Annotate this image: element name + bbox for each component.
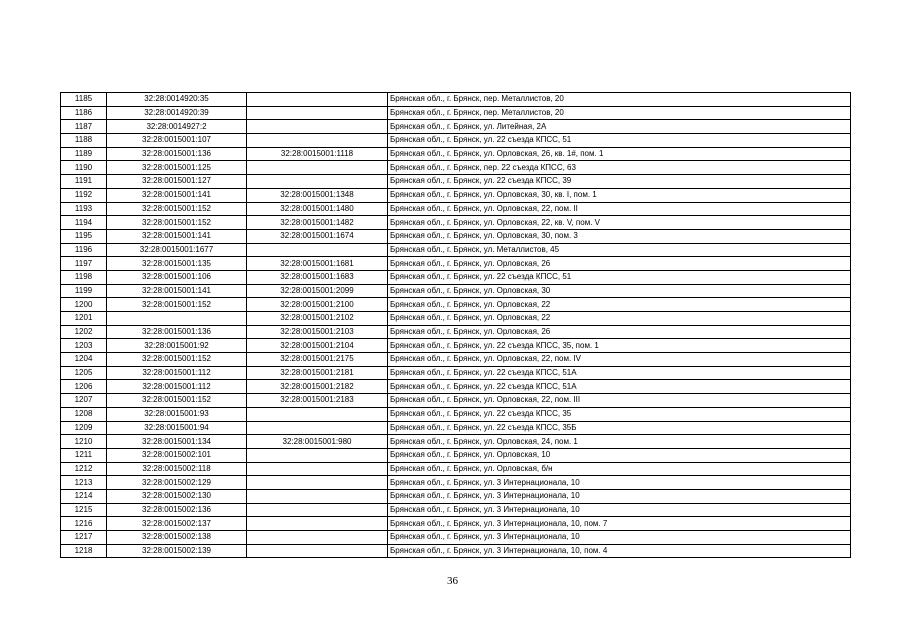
cadastral-number-cell: 32:28:0014920:35 (107, 93, 247, 107)
object-cadastral-number-cell (247, 544, 388, 558)
address-cell: Брянская обл., г. Брянск, ул. Орловская, 22, кв. V, пом. V (388, 216, 851, 230)
cadastral-number-cell: 32:28:0015001:136 (107, 325, 247, 339)
table-row (61, 216, 851, 230)
address-cell: Брянская обл., г. Брянск, ул. Орловская, 26 (388, 325, 851, 339)
cadastral-number-cell: 32:28:0015001:106 (107, 270, 247, 284)
row-number-cell: 1215 (61, 503, 107, 517)
address-cell: Брянская обл., г. Брянск, пер. Металлистов, 20 (388, 93, 851, 107)
row-number-cell: 1204 (61, 353, 107, 367)
table-row (61, 93, 851, 107)
row-number-cell: 1211 (61, 448, 107, 462)
table-row (61, 284, 851, 298)
table-row (61, 421, 851, 435)
row-number-cell: 1199 (61, 284, 107, 298)
object-cadastral-number-cell (247, 120, 388, 134)
row-number-cell: 1202 (61, 325, 107, 339)
row-number-cell: 1194 (61, 216, 107, 230)
table-body (61, 93, 851, 558)
row-number-cell: 1196 (61, 243, 107, 257)
address-cell: Брянская обл., г. Брянск, ул. Орловская, 22, пом. II (388, 202, 851, 216)
cadastral-number-cell: 32:28:0015002:136 (107, 503, 247, 517)
object-cadastral-number-cell: 32:28:0015001:1683 (247, 270, 388, 284)
cadastral-number-cell: 32:28:0015001:141 (107, 284, 247, 298)
row-number-cell: 1210 (61, 435, 107, 449)
object-cadastral-number-cell (247, 407, 388, 421)
row-number-cell: 1190 (61, 161, 107, 175)
row-number-cell: 1198 (61, 270, 107, 284)
object-cadastral-number-cell (247, 161, 388, 175)
row-number-cell: 1218 (61, 544, 107, 558)
table-row (61, 407, 851, 421)
address-cell: Брянская обл., г. Брянск, ул. 22 съезда КПСС, 35 (388, 407, 851, 421)
address-cell: Брянская обл., г. Брянск, ул. Литейная, 2А (388, 120, 851, 134)
row-number-cell: 1193 (61, 202, 107, 216)
object-cadastral-number-cell: 32:28:0015001:2104 (247, 339, 388, 353)
cadastral-number-cell: 32:28:0015002:130 (107, 489, 247, 503)
row-number-cell: 1213 (61, 476, 107, 490)
cadastral-number-cell: 32:28:0015001:152 (107, 216, 247, 230)
cadastral-number-cell: 32:28:0015002:129 (107, 476, 247, 490)
row-number-cell: 1201 (61, 312, 107, 326)
object-cadastral-number-cell: 32:28:0015001:2099 (247, 284, 388, 298)
table-row (61, 353, 851, 367)
table-row (61, 476, 851, 490)
table-row (61, 120, 851, 134)
object-cadastral-number-cell (247, 517, 388, 531)
table-row (61, 435, 851, 449)
row-number-cell: 1197 (61, 257, 107, 271)
address-cell: Брянская обл., г. Брянск, ул. 3 Интернационала, 10 (388, 476, 851, 490)
address-cell: Брянская обл., г. Брянск, ул. 22 съезда КПСС, 51А (388, 380, 851, 394)
row-number-cell: 1216 (61, 517, 107, 531)
table-row (61, 243, 851, 257)
object-cadastral-number-cell: 32:28:0015001:1118 (247, 147, 388, 161)
address-cell: Брянская обл., г. Брянск, ул. Орловская, 22 (388, 298, 851, 312)
address-cell: Брянская обл., г. Брянск, пер. Металлистов, 20 (388, 106, 851, 120)
cadastral-number-cell: 32:28:0015001:93 (107, 407, 247, 421)
cadastral-number-cell: 32:28:0015001:94 (107, 421, 247, 435)
page-number: 36 (447, 575, 458, 587)
address-cell: Брянская обл., г. Брянск, ул. 3 Интернационала, 10 (388, 531, 851, 545)
address-cell: Брянская обл., г. Брянск, ул. 3 Интернационала, 10, пом. 4 (388, 544, 851, 558)
cadastral-number-cell: 32:28:0015001:92 (107, 339, 247, 353)
object-cadastral-number-cell (247, 448, 388, 462)
address-cell: Брянская обл., г. Брянск, ул. 22 съезда КПСС, 35, пом. 1 (388, 339, 851, 353)
row-number-cell: 1208 (61, 407, 107, 421)
row-number-cell: 1209 (61, 421, 107, 435)
row-number-cell: 1214 (61, 489, 107, 503)
table-row (61, 161, 851, 175)
row-number-cell: 1206 (61, 380, 107, 394)
row-number-cell: 1212 (61, 462, 107, 476)
row-number-cell: 1185 (61, 93, 107, 107)
row-number-cell: 1186 (61, 106, 107, 120)
table-row (61, 489, 851, 503)
address-cell: Брянская обл., г. Брянск, ул. 22 съезда КПСС, 51 (388, 134, 851, 148)
cadastral-number-cell: 32:28:0015001:127 (107, 175, 247, 189)
row-number-cell: 1200 (61, 298, 107, 312)
table-row (61, 462, 851, 476)
cadastral-number-cell: 32:28:0015002:137 (107, 517, 247, 531)
table-row (61, 147, 851, 161)
object-cadastral-number-cell (247, 462, 388, 476)
table-row (61, 544, 851, 558)
object-cadastral-number-cell: 32:28:0015001:2181 (247, 366, 388, 380)
row-number-cell: 1203 (61, 339, 107, 353)
row-number-cell: 1189 (61, 147, 107, 161)
table-row (61, 394, 851, 408)
address-cell: Брянская обл., г. Брянск, ул. Орловская, б/н (388, 462, 851, 476)
object-cadastral-number-cell: 32:28:0015001:980 (247, 435, 388, 449)
address-cell: Брянская обл., г. Брянск, ул. Орловская, 24, пом. 1 (388, 435, 851, 449)
object-cadastral-number-cell: 32:28:0015001:2100 (247, 298, 388, 312)
object-cadastral-number-cell (247, 134, 388, 148)
cadastral-number-cell: 32:28:0015002:101 (107, 448, 247, 462)
table-row (61, 380, 851, 394)
table-row (61, 106, 851, 120)
object-cadastral-number-cell (247, 476, 388, 490)
cadastral-number-cell: 32:28:0015001:141 (107, 188, 247, 202)
table-row (61, 339, 851, 353)
row-number-cell: 1217 (61, 531, 107, 545)
cadastral-number-cell: 32:28:0015001:112 (107, 366, 247, 380)
object-cadastral-number-cell: 32:28:0015001:2183 (247, 394, 388, 408)
table-row (61, 229, 851, 243)
address-cell: Брянская обл., г. Брянск, ул. Орловская, 22 (388, 312, 851, 326)
address-cell: Брянская обл., г. Брянск, ул. 3 Интернационала, 10 (388, 503, 851, 517)
table-row (61, 448, 851, 462)
object-cadastral-number-cell (247, 489, 388, 503)
object-cadastral-number-cell (247, 503, 388, 517)
object-cadastral-number-cell (247, 531, 388, 545)
table-row (61, 312, 851, 326)
cadastral-number-cell (107, 312, 247, 326)
table-row (61, 202, 851, 216)
object-cadastral-number-cell (247, 93, 388, 107)
address-cell: Брянская обл., г. Брянск, ул. Орловская, 22, пом. IV (388, 353, 851, 367)
cadastral-number-cell: 32:28:0015001:135 (107, 257, 247, 271)
table-row (61, 134, 851, 148)
address-cell: Брянская обл., г. Брянск, ул. 22 съезда КПСС, 39 (388, 175, 851, 189)
row-number-cell: 1191 (61, 175, 107, 189)
address-cell: Брянская обл., г. Брянск, ул. 22 съезда КПСС, 35Б (388, 421, 851, 435)
address-cell: Брянская обл., г. Брянск, ул. 22 съезда КПСС, 51А (388, 366, 851, 380)
address-cell: Брянская обл., г. Брянск, ул. Орловская, 30, пом. 3 (388, 229, 851, 243)
address-cell: Брянская обл., г. Брянск, пер. 22 съезда КПСС, 63 (388, 161, 851, 175)
object-cadastral-number-cell: 32:28:0015001:2103 (247, 325, 388, 339)
cadastral-number-cell: 32:28:0015001:1677 (107, 243, 247, 257)
address-cell: Брянская обл., г. Брянск, ул. 3 Интернационала, 10 (388, 489, 851, 503)
object-cadastral-number-cell: 32:28:0015001:1482 (247, 216, 388, 230)
address-cell: Брянская обл., г. Брянск, ул. Орловская, 10 (388, 448, 851, 462)
object-cadastral-number-cell (247, 175, 388, 189)
cadastral-number-cell: 32:28:0015002:118 (107, 462, 247, 476)
address-cell: Брянская обл., г. Брянск, ул. Орловская, 30 (388, 284, 851, 298)
table-row (61, 366, 851, 380)
table-row (61, 175, 851, 189)
table-row (61, 298, 851, 312)
object-cadastral-number-cell: 32:28:0015001:1674 (247, 229, 388, 243)
cadastral-number-cell: 32:28:0015001:134 (107, 435, 247, 449)
address-cell: Брянская обл., г. Брянск, ул. 22 съезда КПСС, 51 (388, 270, 851, 284)
cadastral-number-cell: 32:28:0015001:152 (107, 298, 247, 312)
object-cadastral-number-cell: 32:28:0015001:1348 (247, 188, 388, 202)
table-row (61, 517, 851, 531)
address-cell: Брянская обл., г. Брянск, ул. Орловская, 26 (388, 257, 851, 271)
table-row (61, 257, 851, 271)
row-number-cell: 1187 (61, 120, 107, 134)
row-number-cell: 1207 (61, 394, 107, 408)
cadastral-number-cell: 32:28:0014920:39 (107, 106, 247, 120)
cadastral-number-cell: 32:28:0015001:136 (107, 147, 247, 161)
table-row (61, 325, 851, 339)
object-cadastral-number-cell: 32:28:0015001:1681 (247, 257, 388, 271)
object-cadastral-number-cell (247, 106, 388, 120)
cadastral-number-cell: 32:28:0015002:138 (107, 531, 247, 545)
object-cadastral-number-cell (247, 243, 388, 257)
cadastral-number-cell: 32:28:0015001:141 (107, 229, 247, 243)
cadastral-number-cell: 32:28:0015001:125 (107, 161, 247, 175)
cadastral-number-cell: 32:28:0015001:152 (107, 202, 247, 216)
object-cadastral-number-cell (247, 421, 388, 435)
row-number-cell: 1192 (61, 188, 107, 202)
object-cadastral-number-cell: 32:28:0015001:1480 (247, 202, 388, 216)
address-cell: Брянская обл., г. Брянск, ул. Орловская, 22, пом. III (388, 394, 851, 408)
address-cell: Брянская обл., г. Брянск, ул. Орловская, 26, кв. 1#, пом. 1 (388, 147, 851, 161)
object-cadastral-number-cell: 32:28:0015001:2102 (247, 312, 388, 326)
row-number-cell: 1188 (61, 134, 107, 148)
table-row (61, 270, 851, 284)
address-cell: Брянская обл., г. Брянск, ул. Орловская, 30, кв. I, пом. 1 (388, 188, 851, 202)
cadastral-number-cell: 32:28:0014927:2 (107, 120, 247, 134)
cadastral-number-cell: 32:28:0015001:107 (107, 134, 247, 148)
address-cell: Брянская обл., г. Брянск, ул. Металлистов, 45 (388, 243, 851, 257)
object-cadastral-number-cell: 32:28:0015001:2175 (247, 353, 388, 367)
cadastral-number-cell: 32:28:0015001:152 (107, 394, 247, 408)
property-register-table (60, 92, 851, 558)
table-row (61, 503, 851, 517)
object-cadastral-number-cell: 32:28:0015001:2182 (247, 380, 388, 394)
cadastral-number-cell: 32:28:0015001:152 (107, 353, 247, 367)
address-cell: Брянская обл., г. Брянск, ул. 3 Интернационала, 10, пом. 7 (388, 517, 851, 531)
table-row (61, 188, 851, 202)
table-row (61, 531, 851, 545)
row-number-cell: 1195 (61, 229, 107, 243)
row-number-cell: 1205 (61, 366, 107, 380)
cadastral-number-cell: 32:28:0015002:139 (107, 544, 247, 558)
cadastral-number-cell: 32:28:0015001:112 (107, 380, 247, 394)
